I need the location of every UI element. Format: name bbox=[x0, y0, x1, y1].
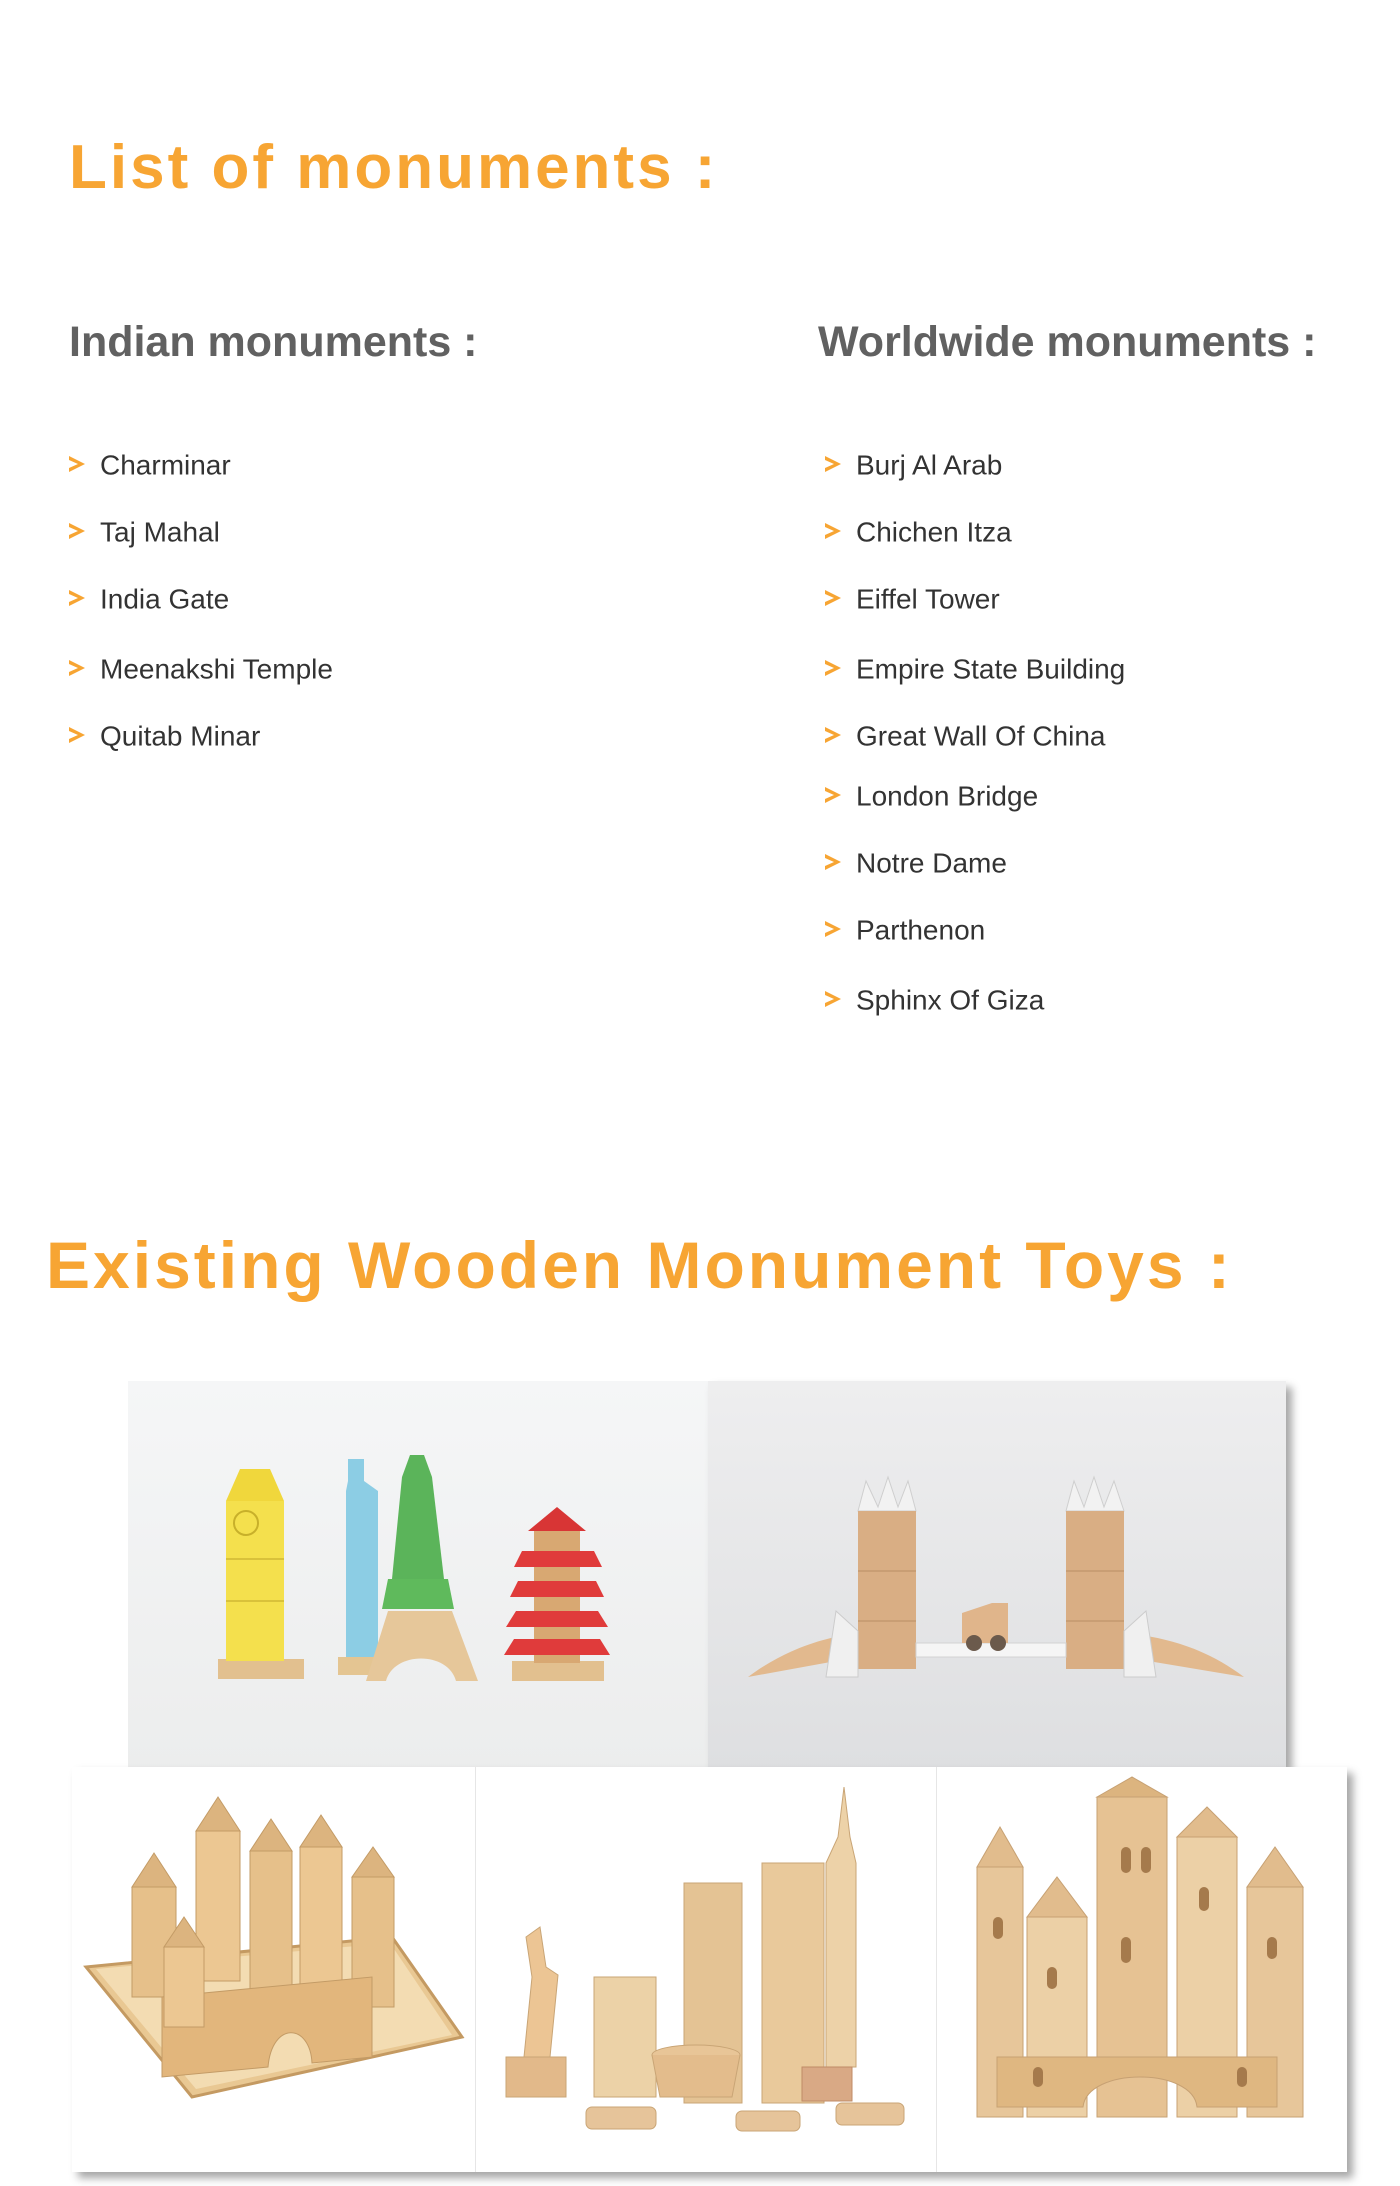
chevron-right-icon bbox=[822, 988, 844, 1010]
chevron-right-icon bbox=[822, 657, 844, 679]
list-item bbox=[822, 842, 1007, 882]
list-item bbox=[66, 444, 231, 484]
chevron-right-icon bbox=[822, 784, 844, 806]
list-item bbox=[66, 715, 260, 755]
list-item bbox=[66, 578, 229, 618]
list-title: List of monuments : bbox=[69, 133, 719, 202]
list-item-label: Eiffel Tower bbox=[856, 583, 1000, 615]
chevron-right-icon bbox=[822, 453, 844, 475]
chevron-right-icon bbox=[822, 918, 844, 940]
wooden-castle-blocks-tray-photo bbox=[72, 1767, 476, 2172]
wooden-blocks-photo-strip bbox=[72, 1767, 1347, 2172]
list-item-label: Empire State Building bbox=[856, 653, 1126, 685]
chevron-right-icon bbox=[66, 587, 88, 609]
list-item-label: Burj Al Arab bbox=[856, 449, 1003, 481]
list-item bbox=[822, 444, 1002, 484]
wooden-new-york-skyline-toy-photo bbox=[476, 1767, 937, 2172]
chevron-right-icon bbox=[66, 520, 88, 542]
list-item-label: Notre Dame bbox=[856, 847, 1007, 879]
colorful-wooden-landmark-blocks-photo bbox=[128, 1381, 708, 1767]
toys-title: Existing Wooden Monument Toys : bbox=[46, 1228, 1233, 1302]
wooden-castle-building-set-photo bbox=[937, 1767, 1347, 2172]
chevron-right-icon bbox=[66, 724, 88, 746]
list-item bbox=[822, 511, 1012, 551]
wooden-tower-bridge-toy-photo bbox=[708, 1381, 1286, 1767]
chevron-right-icon bbox=[822, 724, 844, 746]
list-item-label: India Gate bbox=[100, 583, 230, 615]
list-item bbox=[822, 979, 1044, 1019]
chevron-right-icon bbox=[66, 453, 88, 475]
worldwide-monuments-heading: Worldwide monuments : bbox=[818, 318, 1317, 366]
list-item-label: Meenakshi Temple bbox=[100, 653, 333, 685]
list-item-label: Taj Mahal bbox=[100, 516, 220, 548]
list-item-label: Charminar bbox=[100, 449, 231, 481]
chevron-right-icon bbox=[822, 520, 844, 542]
list-item bbox=[66, 511, 220, 551]
chevron-right-icon bbox=[822, 851, 844, 873]
list-item-label: Chichen Itza bbox=[856, 516, 1012, 548]
list-item bbox=[66, 648, 333, 688]
list-item bbox=[822, 648, 1125, 688]
list-item bbox=[822, 909, 985, 949]
chevron-right-icon bbox=[822, 587, 844, 609]
chevron-right-icon bbox=[66, 657, 88, 679]
list-item-label: London Bridge bbox=[856, 780, 1039, 812]
list-item-label: Parthenon bbox=[856, 914, 986, 946]
list-item-label: Great Wall Of China bbox=[856, 720, 1106, 752]
list-item bbox=[822, 715, 1105, 755]
list-item bbox=[822, 775, 1038, 815]
list-item-label: Quitab Minar bbox=[100, 720, 261, 752]
list-item-label: Sphinx Of Giza bbox=[856, 984, 1045, 1016]
indian-monuments-heading: Indian monuments : bbox=[69, 318, 478, 366]
list-item bbox=[822, 578, 1000, 618]
